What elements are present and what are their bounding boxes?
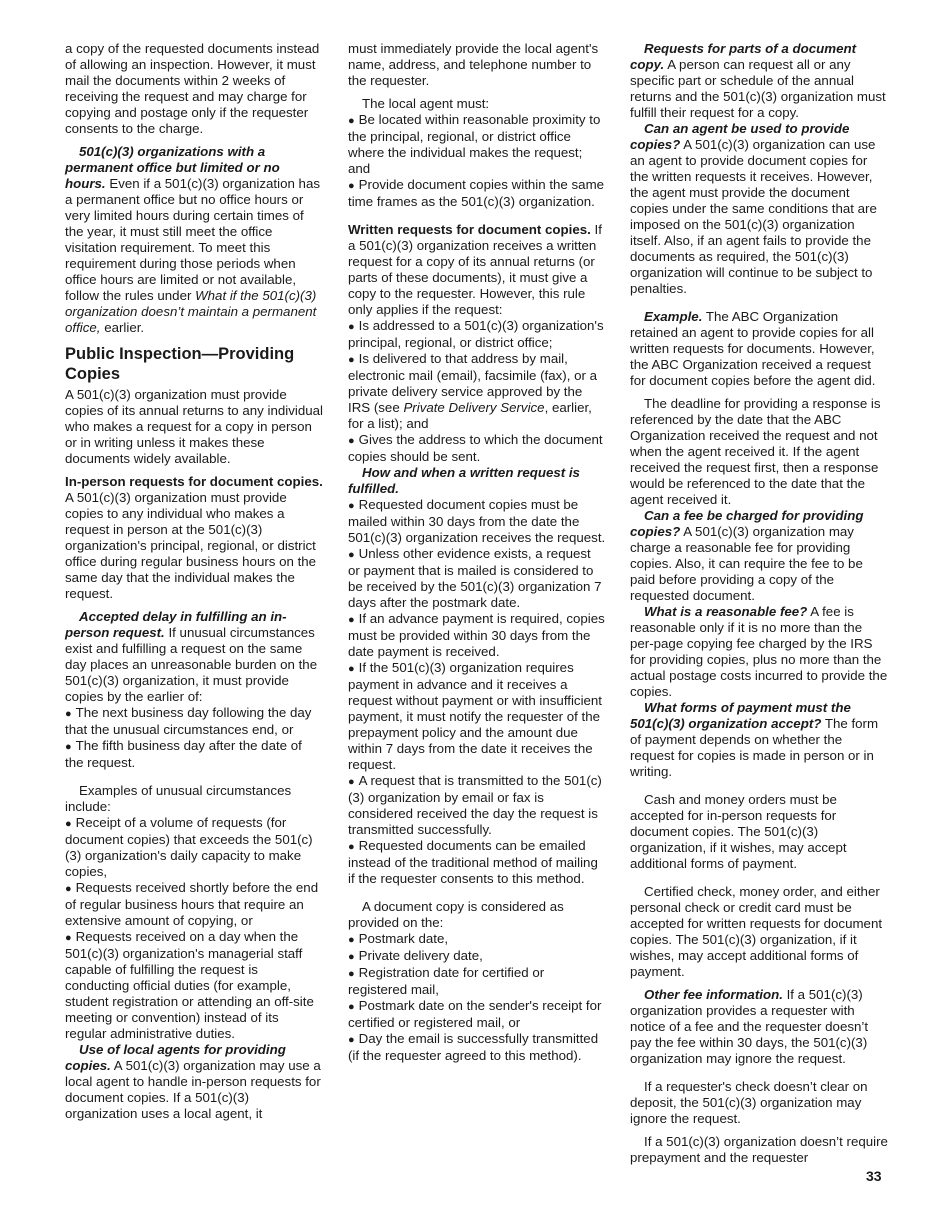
paragraph-heading: Accepted delay in fulfilling an in-person request. bbox=[65, 609, 287, 640]
paragraph-text: A 501(c)(3) organization may charge a reasonable fee for providing copies. Also, it can require the fee to be paid before providing a copy of the requested document. bbox=[630, 524, 863, 603]
list-item: ● Requests received on a day when the 501(c)(3) organization's managerial staff capable of fulfilling the request is conducting official duties (for example, student registration or attending an off-site meeting or convention) instead of its regular administrative duties. bbox=[65, 929, 314, 1041]
paragraph-text: A fee is reasonable only if it is no more than the per-page copying fee charged by the IRS for providing copies, plus no more than the actual postage costs incurred to provide the copies. bbox=[630, 604, 888, 699]
paragraph-heading: Use of local agents for providing copies. bbox=[65, 1042, 286, 1073]
paragraph: Certified check, money order, and either personal check or credit card must be accepted for written requests for document copies. The 501(c)(3) organization, if it wishes, may accept additional forms of payment. bbox=[630, 884, 883, 979]
list-item: ● A request that is transmitted to the 501(c)(3) organization by email or fax is considered received the day the request is transmitted successfully. bbox=[348, 773, 602, 837]
paragraph bbox=[630, 309, 888, 389]
paragraph-text: A 501(c)(3) organization may use a local agent to handle in-person requests for document copies. If a 501(c)(3) organization uses a local agent, it bbox=[65, 1058, 321, 1121]
paragraph-text: earlier. bbox=[104, 320, 145, 335]
list-item: ● Registration date for certified or registered mail, bbox=[348, 965, 545, 997]
list-item: ● Requested document copies must be mailed within 30 days from the date the 501(c)(3) organization receives the request. bbox=[348, 497, 606, 545]
column-2 bbox=[348, 41, 606, 1064]
cross-reference: Private Delivery Service bbox=[403, 400, 545, 415]
paragraph-heading: In-person requests for document copies. bbox=[65, 474, 323, 489]
list-item: ● Unless other evidence exists, a request or payment that is mailed is considered to be received by the 501(c)(3) organization 7 days after the postmark date. bbox=[348, 546, 602, 610]
paragraph: must immediately provide the local agent's name, address, and telephone number to the requester. bbox=[348, 41, 599, 88]
paragraph bbox=[630, 41, 888, 121]
paragraph-heading: 501(c)(3) organizations with a permanent office but limited or no hours. bbox=[65, 144, 280, 191]
paragraph: Examples of unusual circumstances include: bbox=[65, 783, 292, 814]
list-item: ● The next business day following the day that the unusual circumstances end, or bbox=[65, 705, 312, 737]
paragraph: If a requester's check doesn’t clear on deposit, the 501(c)(3) organization may ignore the request. bbox=[630, 1079, 868, 1126]
paragraph-text: Even if a 501(c)(3) organization has a permanent office but no office hours or very limited hours during certain times of the year, it must still meet the office visitation requirement. To meet this requirement during those periods when office hours are limited or not available, follow the rules under bbox=[65, 176, 320, 303]
paragraph: The local agent must: bbox=[362, 96, 490, 111]
bullet-list bbox=[65, 815, 323, 1042]
column-3 bbox=[630, 41, 888, 1173]
paragraph-heading: What forms of payment must the 501(c)(3) organization accept? bbox=[630, 700, 851, 731]
paragraph bbox=[630, 508, 888, 604]
column-1 bbox=[65, 41, 323, 1129]
paragraph-text: A person can request all or any specific part or schedule of the annual returns and the 501(c)(3) organization must fulfill their request for a copy. bbox=[630, 57, 886, 120]
paragraph bbox=[348, 465, 606, 497]
paragraph bbox=[348, 222, 606, 318]
list-item: ● If the 501(c)(3) organization requires payment in advance and it receives a request without payment or with insufficient payment, it must notify the requester of the prepayment policy and the amount due within 7 days from the date it receives the request. bbox=[348, 660, 603, 772]
list-item: ● Postmark date on the sender's receipt for certified or registered mail, or bbox=[348, 998, 602, 1030]
paragraph bbox=[65, 1042, 323, 1122]
paragraph bbox=[630, 700, 888, 780]
bullet-list bbox=[348, 318, 606, 465]
list-item: ● Receipt of a volume of requests (for document copies) that exceeds the 501(c)(3) organization's daily capacity to make copies, bbox=[65, 815, 313, 879]
paragraph: a copy of the requested documents instead of allowing an inspection. However, it must mail the documents within 2 weeks of receiving the request and may charge for copying and postage only if the requester consents to the charge. bbox=[65, 41, 320, 136]
paragraph-text: If a 501(c)(3) organization receives a written request for a copy of its annual returns (or parts of these documents), it must give a copy to the requester. However, this rule only applies if the request: bbox=[348, 222, 602, 317]
paragraph-text: A 501(c)(3) organization can use an agent to provide document copies for the written requests it receives. However, the agent must provide the document copies under the same conditions that are imposed on the 501(c)(3) organization itself. Also, if an agent fails to provide the documents as required, the 501(c)(3) organization will continue to be subject to penalties. bbox=[630, 137, 877, 296]
paragraph bbox=[630, 987, 888, 1067]
bullet-list bbox=[348, 931, 606, 1064]
paragraph-text: The form of payment depends on whether the request for copies is made in person or in writing. bbox=[630, 716, 879, 779]
paragraph-heading: Can an agent be used to provide copies? bbox=[630, 121, 850, 152]
list-item: ● Is delivered to that address by mail, electronic mail (email), facsimile (fax), or a private delivery service approved by the IRS (see Private Delivery Service, earlier, for a list); and bbox=[348, 351, 598, 431]
paragraph-heading: What is a reasonable fee? bbox=[644, 604, 808, 619]
paragraph-text: If a 501(c)(3) organization provides a requester with notice of a fee and the requester doesn’t pay the fee within 30 days, the 501(c)(3) organization may ignore the request. bbox=[630, 987, 869, 1066]
bullet-list bbox=[348, 497, 606, 887]
paragraph-heading: Other fee information. bbox=[644, 987, 783, 1002]
paragraph-heading: How and when a written request is fulfilled. bbox=[348, 465, 580, 496]
list-item: ● Be located within reasonable proximity to the principal, regional, or district office where the individual makes the request; and bbox=[348, 112, 601, 176]
list-item: ● Gives the address to which the document copies should be sent. bbox=[348, 432, 603, 464]
paragraph-text: If unusual circumstances exist and fulfilling a request on the same day places an unreasonable burden on the 501(c)(3) organization, it must provide copies by the earlier of: bbox=[65, 625, 318, 704]
paragraph-heading: Requests for parts of a document copy. bbox=[630, 41, 857, 72]
paragraph bbox=[65, 144, 323, 336]
paragraph: Cash and money orders must be accepted for in-person requests for document copies. The 501(c)(3) organization, if it wishes, may accept additional forms of payment. bbox=[630, 792, 847, 871]
paragraph bbox=[630, 604, 888, 700]
paragraph-heading: Can a fee be charged for providing copies? bbox=[630, 508, 864, 539]
list-item: ● Provide document copies within the same time frames as the 501(c)(3) organization. bbox=[348, 177, 605, 209]
page-number: 33 bbox=[866, 1168, 882, 1184]
cross-reference: What if the 501(c)(3) organization doesn’t maintain a permanent office, bbox=[65, 288, 317, 335]
paragraph-text: A 501(c)(3) organization must provide copies to any individual who makes a request in person at the 501(c)(3) organization's principal, regional, or district office during regular business hours on the same day that the individual makes the request. bbox=[65, 490, 317, 601]
list-item: ● Private delivery date, bbox=[348, 948, 483, 963]
section-heading: Public Inspection—Providing Copies bbox=[65, 345, 295, 383]
bullet-list bbox=[348, 112, 606, 210]
paragraph: A 501(c)(3) organization must provide copies of its annual returns to any individual who makes a request for a copy in person or in writing unless it makes these documents widely available. bbox=[65, 387, 323, 466]
paragraph bbox=[630, 121, 888, 297]
list-item: ● Day the email is successfully transmitted (if the requester agreed to this method). bbox=[348, 1031, 599, 1063]
list-item: ● The fifth business day after the date of the request. bbox=[65, 738, 302, 770]
bullet-list bbox=[65, 705, 323, 771]
list-item: ● Is addressed to a 501(c)(3) organization's principal, regional, or district office; bbox=[348, 318, 604, 350]
list-item: ● Postmark date, bbox=[348, 931, 449, 946]
paragraph-heading: Example. bbox=[644, 309, 703, 324]
paragraph bbox=[65, 474, 323, 602]
list-item: ● Requested documents can be emailed instead of the traditional method of mailing if the requester consents to this method. bbox=[348, 838, 598, 886]
paragraph: The deadline for providing a response is referenced by the date that the ABC Organization received the request and not when the agent received it. If the agent received the request first, then a response would be referenced to the date that the agent received it. bbox=[630, 396, 881, 507]
list-item: ● Requests received shortly before the end of regular business hours that require an extensive amount of copying, or bbox=[65, 880, 319, 928]
paragraph bbox=[65, 609, 323, 705]
paragraph: A document copy is considered as provided on the: bbox=[348, 899, 564, 930]
paragraph-heading: Written requests for document copies. bbox=[348, 222, 591, 237]
paragraph: If a 501(c)(3) organization doesn’t require prepayment and the requester bbox=[630, 1134, 888, 1165]
list-item: ● If an advance payment is required, copies must be provided within 30 days from the date payment is received. bbox=[348, 611, 605, 659]
paragraph-text: The ABC Organization retained an agent to provide copies for all written requests for documents. However, the ABC Organization received a request for document copies before the agent did. bbox=[630, 309, 876, 388]
